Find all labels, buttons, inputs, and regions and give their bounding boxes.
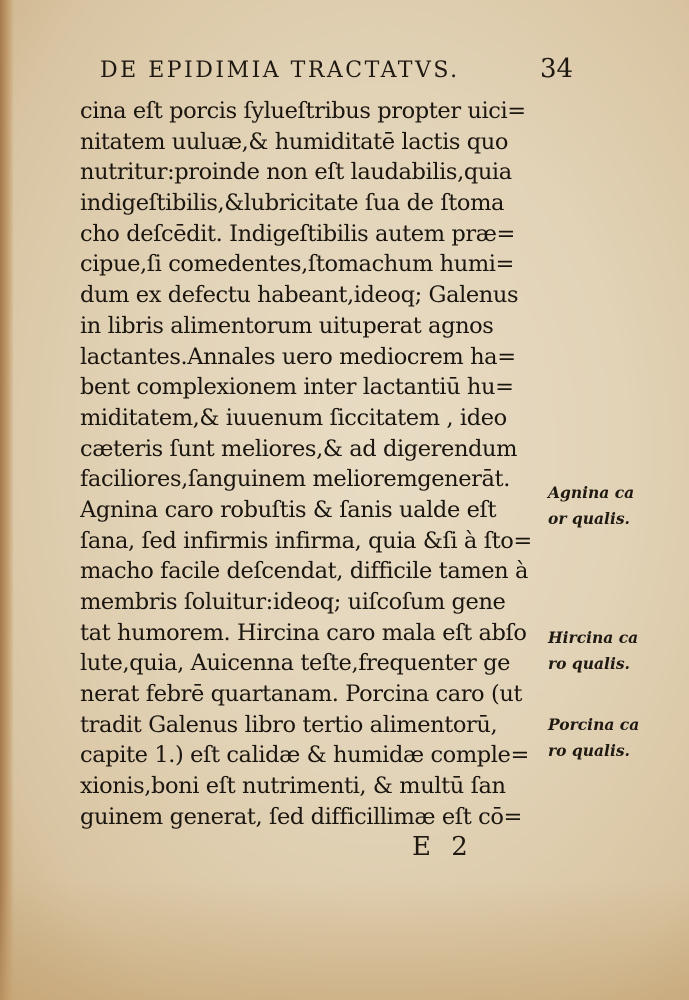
text-line: tat humorem. Hircina caro mala eſt abſo xyxy=(80,619,527,646)
text-line: nerat febrē quartanam. Porcina caro (ut xyxy=(80,681,523,708)
margin-note-line: Porcina ca xyxy=(548,715,640,734)
running-title: DE EPIDIMIA TRACTATVS. xyxy=(100,58,460,83)
folio-number: 34 xyxy=(540,54,574,84)
text-line: lactantes.Annales uero mediocrem ha= xyxy=(80,343,516,370)
text-line: dum ex defectu habeant,ideoq; Galenus xyxy=(80,282,519,309)
text-line: lute,quia, Auicenna teſte,frequenter ge xyxy=(80,650,511,677)
text-line: Agnina caro robuſtis & ſanis ualde eſt xyxy=(80,496,497,523)
margin-note-porcina xyxy=(548,712,683,764)
text-line: cho deſcēdit. Indigeſtibilis autem præ= xyxy=(80,220,515,247)
text-line: miditatem,& iuuenum ſiccitatem , ideo xyxy=(80,404,507,431)
text-line: ſana, ſed infirmis infirma, quia &ſi à ſto= xyxy=(80,527,532,554)
margin-note-agnina xyxy=(548,480,683,532)
text-line: membris ſoluitur:ideoq; uiſcoſum gene xyxy=(80,589,506,615)
margin-note-line: Agnina ca xyxy=(548,483,635,502)
text-line: guinem generat, ſed difficillimæ eſt cō= xyxy=(80,803,522,830)
text-line: cina eſt porcis ſylueſtribus propter uici= xyxy=(80,98,526,124)
text-line: xionis,boni eſt nutrimenti, & multū ſan xyxy=(80,773,506,800)
page-aging-shade xyxy=(0,880,689,1000)
text-line: tradit Galenus libro tertio alimentorū, xyxy=(80,711,498,738)
page-binding-edge xyxy=(0,0,14,1000)
text-line: in libris alimentorum uituperat agnos xyxy=(80,312,494,339)
text-line: macho facile deſcendat, difficile tamen à xyxy=(80,558,529,585)
margin-note-line: ro qualis. xyxy=(548,741,630,760)
text-line: cæteris ſunt meliores,& ad digerendum xyxy=(80,435,518,462)
signature-mark: E 2 xyxy=(412,832,474,862)
margin-note-line: or qualis. xyxy=(548,509,630,528)
text-line: indigeſtibilis,&lubricitate ſua de ſtoma xyxy=(80,190,505,217)
margin-note-line: ro qualis. xyxy=(548,654,630,673)
text-line: capite 1.) eſt calidæ & humidæ comple= xyxy=(80,742,529,769)
text-line: bent complexionem inter lactantiū hu= xyxy=(80,374,514,401)
margin-note-line: Hircina ca xyxy=(548,628,639,647)
text-line: nitatem uuluæ,& humiditatē lactis quo xyxy=(80,128,509,155)
text-line: faciliores,ſanguinem melioremgenerāt. xyxy=(80,466,510,493)
text-line: nutritur:proinde non eſt laudabilis,quia xyxy=(80,159,512,186)
text-line: cipue,ſi comedentes,ſtomachum humi= xyxy=(80,251,515,278)
margin-note-hircina xyxy=(548,625,683,677)
main-text-block xyxy=(80,96,540,833)
